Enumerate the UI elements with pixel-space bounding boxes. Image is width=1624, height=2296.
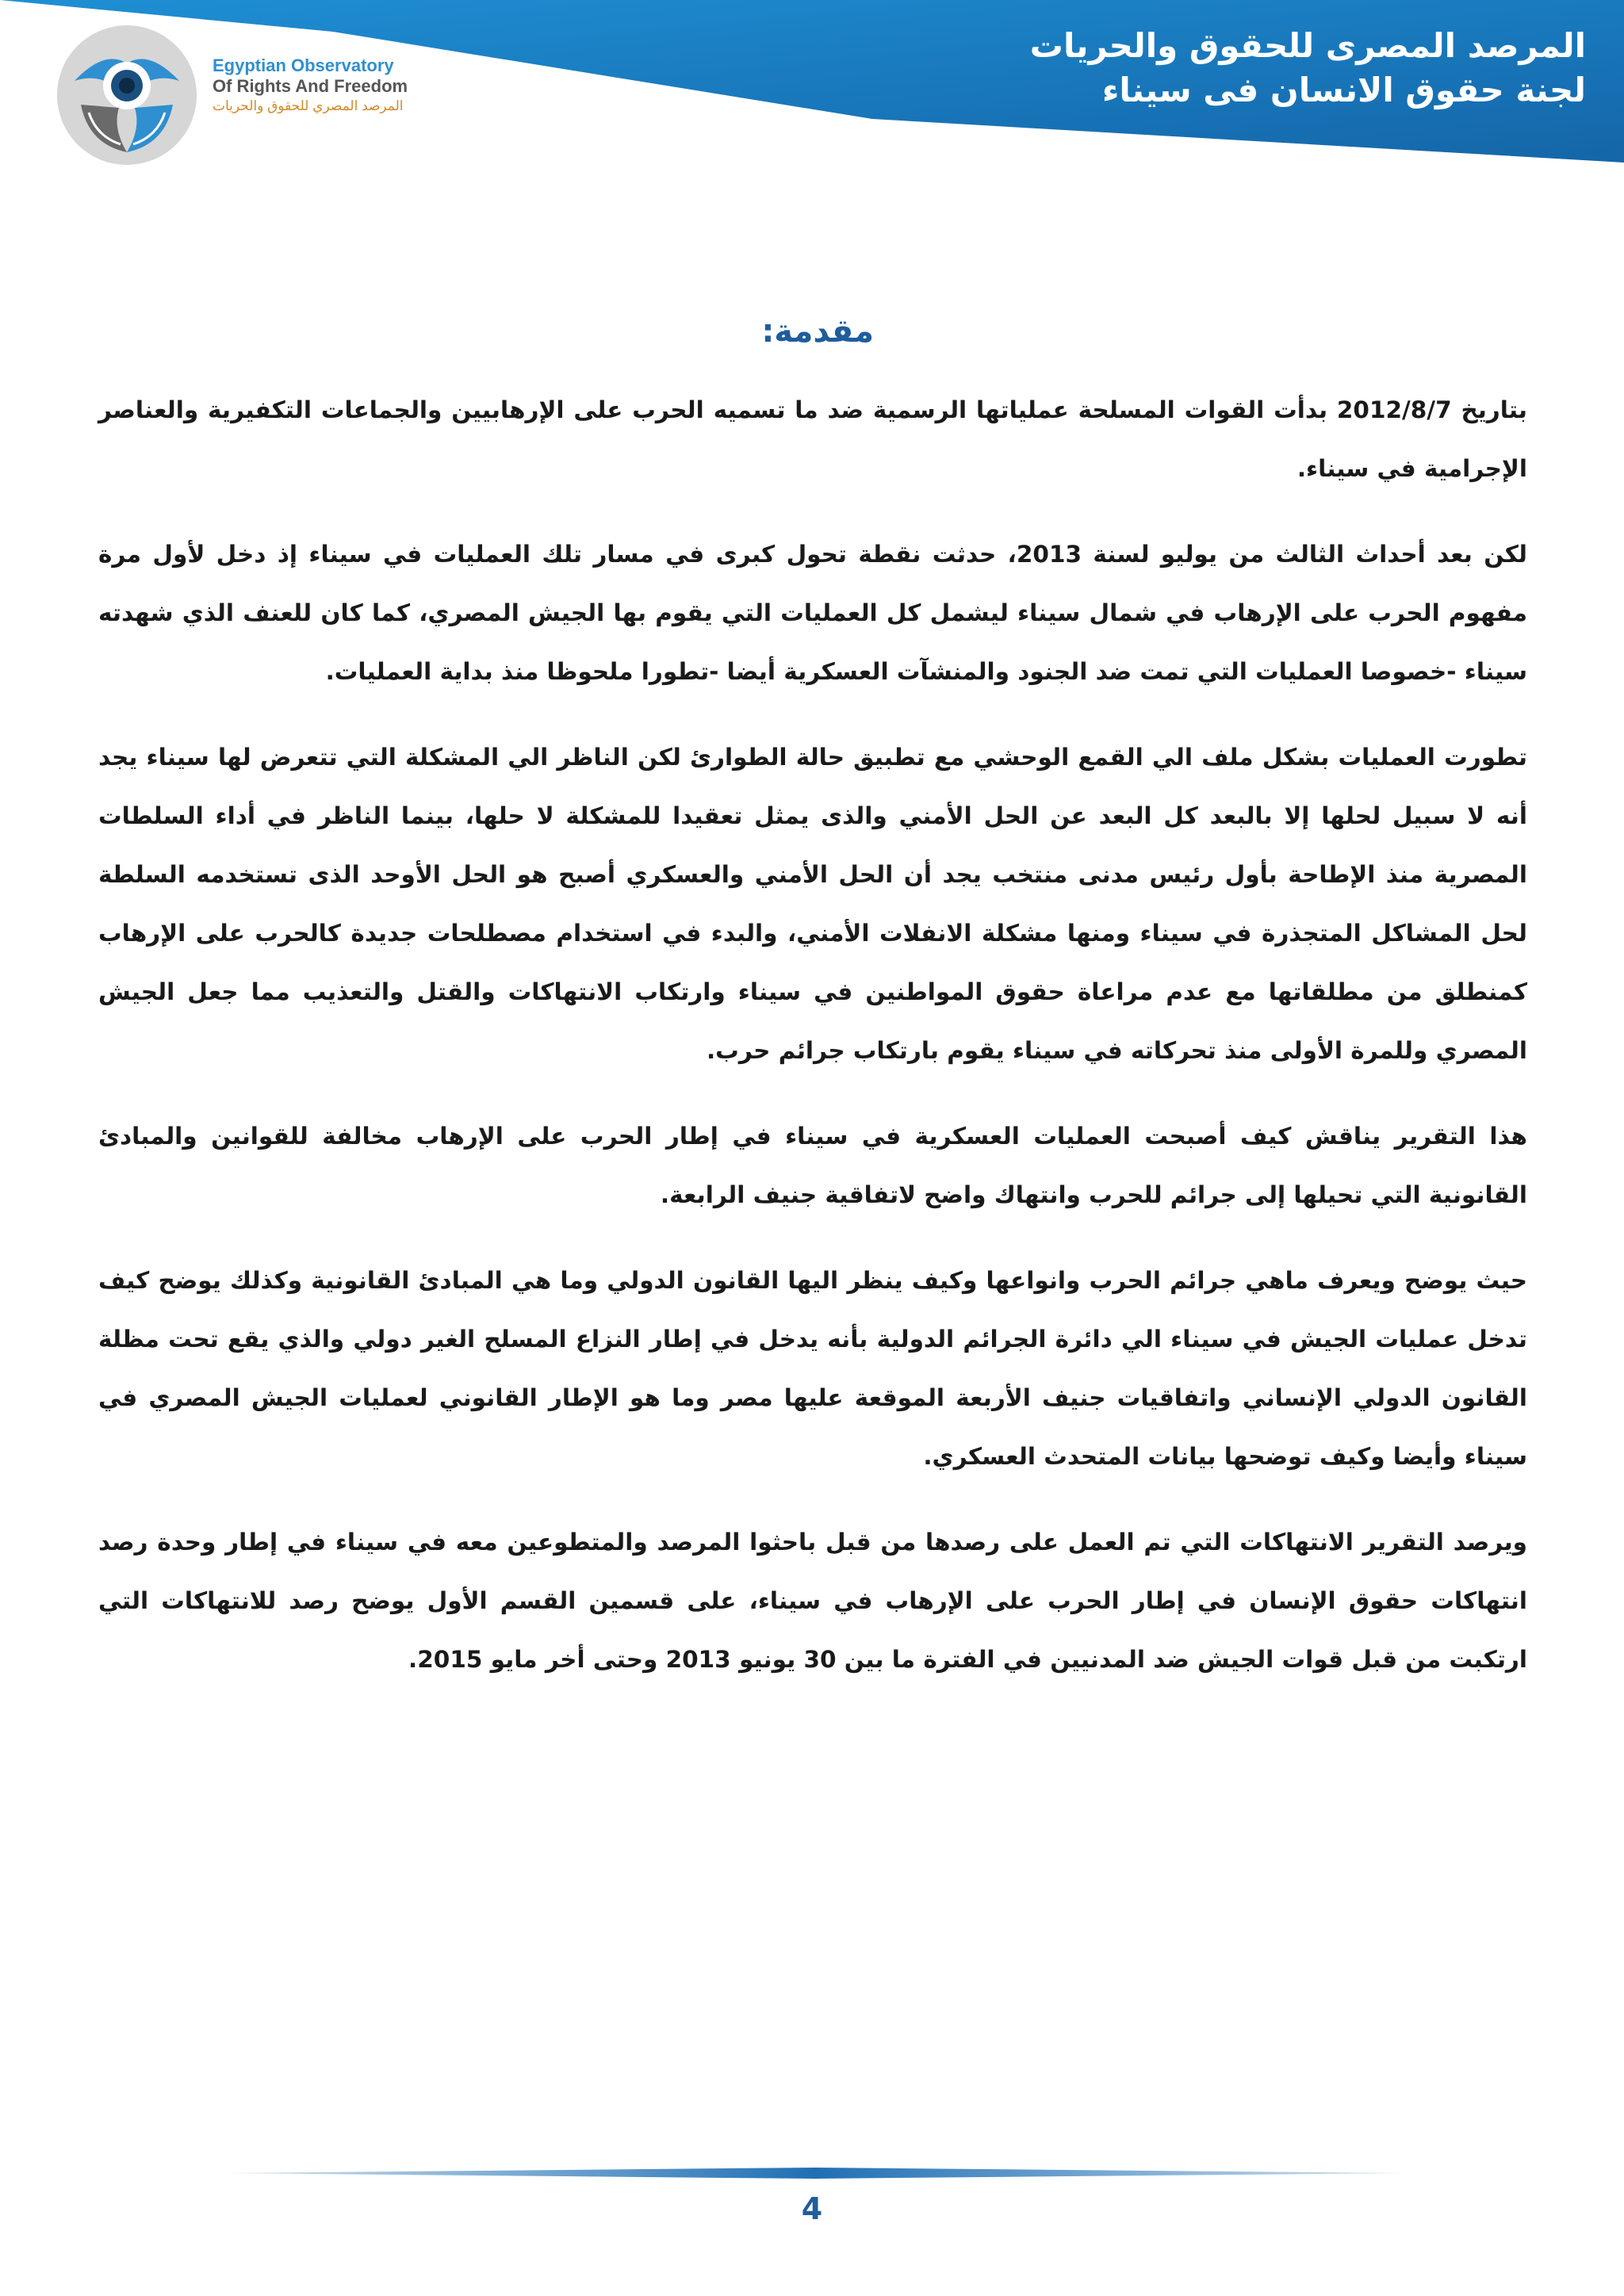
paragraph: هذا التقرير يناقش كيف أصبحت العمليات العسكرية في سيناء في إطار الحرب على الإرهاب مخالفة للقوانين والمبادئ القانونية التي تحيلها إلى جرائم للحرب وانتهاك واضح لاتفاقية جنيف الرابعة. — [98, 1123, 1527, 1208]
paragraph: لكن بعد أحداث الثالث من يوليو لسنة 2013، حدثت نقطة تحول كبرى في مسار تلك العمليات في سيناء إذ دخل لأول مرة مفهوم الحرب على الإرهاب في شمال سيناء ليشمل كل العمليات التي يقوم بها الجيش المصري، كما كان للعنف الذي شهدته سيناء -خصوصا العمليات التي تمت ضد الجنود والمنشآت العسكرية أيضا -تطورا ملحوظا منذ بداية العمليات. — [98, 541, 1527, 685]
header-title — [872, 24, 1586, 113]
logo-text — [213, 55, 408, 116]
page-number: 4 — [801, 2191, 823, 2226]
body-text — [98, 381, 1527, 1716]
organization-logo — [57, 19, 422, 170]
logo-name-en-line1: Egyptian Observatory — [213, 55, 394, 75]
paragraph: حيث يوضح ويعرف ماهي جرائم الحرب وانواعها وكيف ينظر اليها القانون الدولي وما هي المبادئ القانونية وكذلك يوضح كيف تدخل عمليات الجيش في سيناء الي دائرة الجرائم الدولية بأنه يدخل في إطار النزاع المسلح الغير دولي والذي يقع تحت مظلة القانون الدولي الإنساني واتفاقيات جنيف الأربعة الموقعة عليها مصر وما هو الإطار القانوني لعمليات الجيش المصري في سيناء وأيضا وكيف توضحها بيانات المتحدث العسكري. — [98, 1267, 1527, 1470]
paragraph: تطورت العمليات بشكل ملف الي القمع الوحشي مع تطبيق حالة الطوارئ لكن الناظر الي المشكلة التي تتعرض لها سيناء يجد أنه لا سبيل لحلها إلا بالبعد كل البعد عن الحل الأمني والذى يمثل تعقيدا للمشكلة لا حلها، بينما الناظر في أداء السلطات المصرية منذ الإطاحة بأول رئيس مدنى منتخب يجد أن الحل الأمني والعسكري أصبح هو الحل الأوحد الذى تستخدمه السلطة لحل المشاكل المتجذرة في سيناء ومنها مشكلة الانفلات الأمني، والبدء في استخدام مصطلحات جديدة كالحرب على الإرهاب كمنطلق من مطلقاتها مع عدم مراعاة حقوق المواطنين في سيناء وارتكاب الانتهاكات والقتل والتعذيب مما جعل الجيش المصري وللمرة الأولى منذ تحركاته في سيناء يقوم بارتكاب جرائم حرب. — [98, 744, 1527, 1064]
logo-name-ar: المرصد المصري للحقوق والحريات — [213, 98, 404, 113]
paragraph: ويرصد التقرير الانتهاكات التي تم العمل على رصدها من قبل باحثوا المرصد والمتطوعين معه في سيناء في إطار وحدة رصد انتهاكات حقوق الإنسان في إطار الحرب على الإرهاب في سيناء، على قسمين القسم الأول يوضح رصد للانتهاكات التي ارتكبت من قبل قوات الجيش ضد المدنيين في الفترة ما بين 30 يونيو 2013 وحتى أخر مايو 2015. — [98, 1529, 1527, 1673]
header-title-line1: المرصد المصرى للحقوق والحريات — [1029, 26, 1586, 65]
eye-hands-logo-icon — [57, 25, 197, 165]
header-title-line2: لجنة حقوق الانسان فى سيناء — [1101, 71, 1586, 109]
paragraph: بتاريخ 2012/8/7 بدأت القوات المسلحة عملياتها الرسمية ضد ما تسميه الحرب على الإرهابيين والجماعات التكفيرية والعناصر الإجرامية في سيناء. — [98, 396, 1527, 482]
logo-name-en-line2: Of Rights And Freedom — [213, 76, 408, 96]
footer-divider — [227, 2166, 1404, 2180]
section-heading: مقدمة: — [761, 313, 874, 350]
